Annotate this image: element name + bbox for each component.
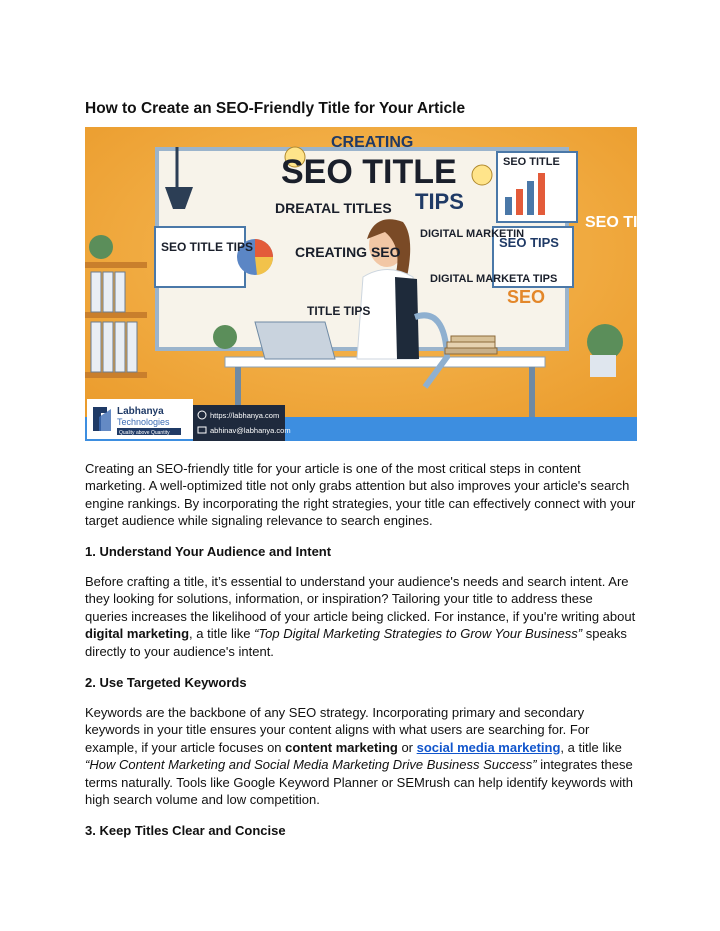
hero-seo-bottom: SEO	[507, 287, 546, 307]
example-title: “How Content Marketing and Social Media Marketing Drive Business Success”	[85, 757, 537, 773]
text-run: Before crafting a title, it’s essential to understand your audience's needs and search intent. Are they looking for solutions, information, or inspiration? Tailoring your title to address these queries increases the likelihood of your article being clicked. For instance, if you're writing about	[85, 574, 636, 624]
example-title: “Top Digital Marketing Strategies to Grow Your Business”	[254, 626, 583, 642]
brand-tagline: Quality above Quantity	[119, 430, 170, 436]
article-title: How to Create an SEO-Friendly Title for Your Article	[85, 100, 466, 117]
hero-banner-main: SEO TITLE	[281, 153, 457, 191]
text-run: or	[397, 739, 417, 755]
hero-dreatal-titles: DREATAL TITLES	[275, 200, 392, 216]
hero-email: abhinav@labhanya.com	[210, 426, 291, 435]
section-heading-3: 3. Keep Titles Clear and Concise	[85, 823, 286, 838]
section-heading-1: 1. Understand Your Audience and Intent	[85, 544, 332, 559]
hero-website: https://labhanya.com	[210, 411, 280, 420]
brand-sub: Technologies	[117, 417, 170, 427]
text-run: , a title like	[560, 739, 622, 755]
text-run: Keywords are the backbone of any SEO strategy. Incorporating primary and secondary keywords in your title ensures your content aligns with what users are searching for. For example, if your article focuses on	[85, 705, 590, 755]
brand-name: Labhanya	[117, 406, 164, 417]
bold-term: content marketing	[285, 739, 398, 755]
hero-banner-top: CREATING	[331, 134, 414, 151]
section-paragraph-1	[85, 573, 637, 660]
hero-seo-tips-right: SEO TIPS	[585, 214, 659, 231]
section-paragraph-2	[85, 704, 637, 808]
hero-creating-seo: CREATING SEO	[295, 244, 401, 260]
hero-digital-marketa-tips: DIGITAL MARKETA TIPS	[430, 273, 558, 285]
text-run: integrates these terms naturally. Tools like Google Keyword Planner or SEMrush can help identify keywords with high search volume and low competition.	[85, 757, 633, 808]
section-heading-2: 2. Use Targeted Keywords	[85, 675, 247, 690]
hero-seo-title-small: SEO TITLE	[503, 156, 560, 168]
hero-illustration	[85, 127, 659, 441]
bold-term: digital marketing	[85, 626, 190, 642]
social-media-marketing-link[interactable]: social media marketing	[416, 739, 561, 755]
text-run: speaks directly to your audience's intent.	[85, 626, 627, 659]
hero-digital-marketin: DIGITAL MARKETIN	[420, 228, 525, 240]
text-run: , a title like	[189, 626, 255, 642]
intro-paragraph: Creating an SEO-friendly title for your article is one of the most critical steps in content marketing. A well-optimized title not only grabs attention but also improves your article's search engine rankings. By incorporating the right strategies, your title can effectively connect with your target audience while signaling relevance to search engines.	[85, 461, 636, 529]
hero-tips: TIPS	[415, 189, 464, 214]
hero-seo-tips-board: SEO TIPS	[499, 235, 559, 250]
hero-seo-title-tips-left: SEO TITLE TIPS	[161, 240, 254, 254]
hero-title-tips: TITLE TIPS	[307, 304, 371, 318]
